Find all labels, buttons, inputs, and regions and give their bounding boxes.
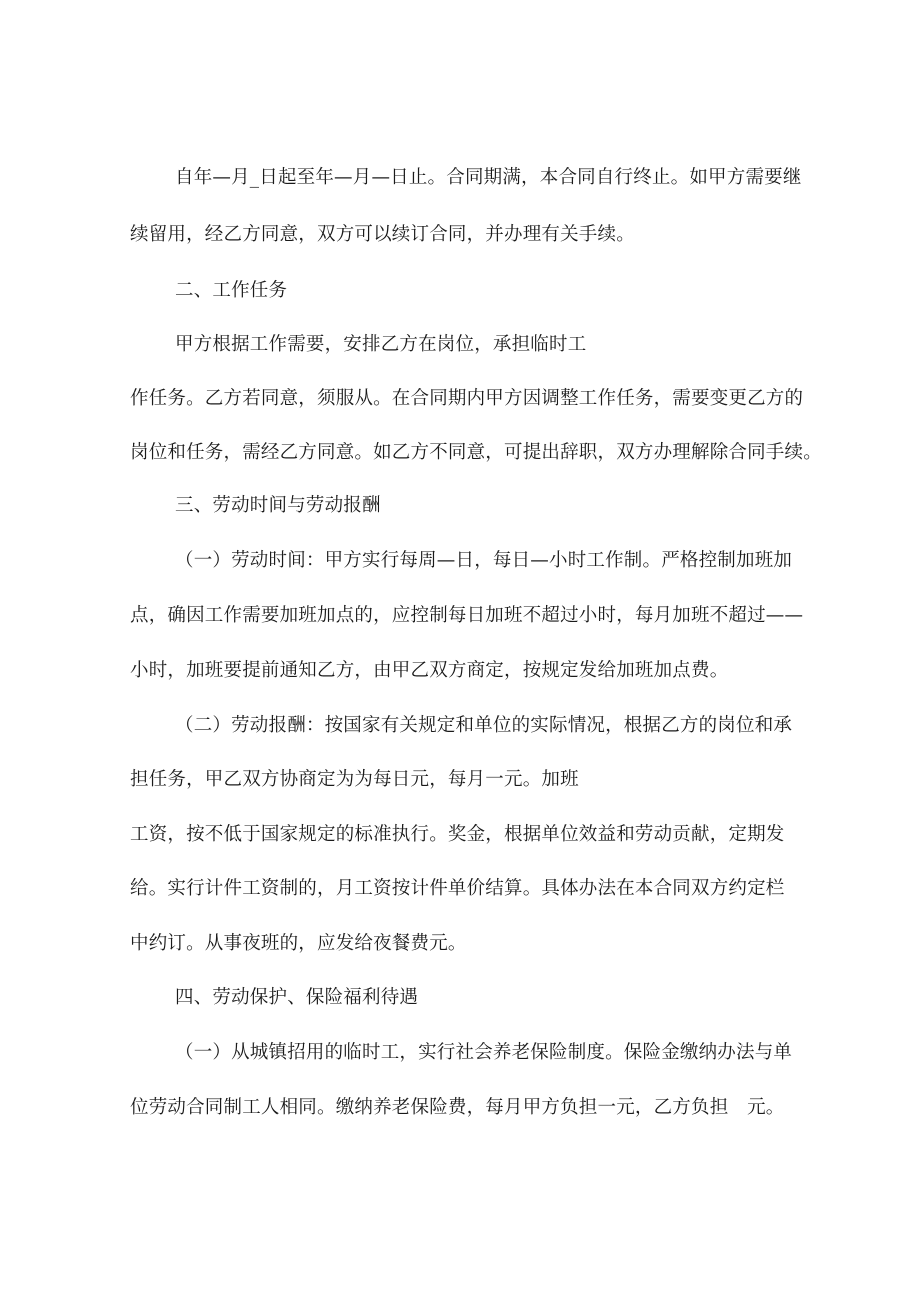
paragraph-line: 中约订。从事夜班的，应发给夜餐费元。 <box>130 933 467 954</box>
paragraph-line: 点，确因工作需要加班加点的，应控制每日加班不超过小时，每月加班不超过—— <box>130 605 804 626</box>
section-heading: 二、工作任务 <box>175 280 288 301</box>
paragraph-line: 给。实行计件工资制的，月工资按计件单价结算。具体办法在本合同双方约定栏 <box>130 878 785 899</box>
paragraph-line: 续留用，经乙方同意，双方可以续订合同，并办理有关手续。 <box>130 224 635 245</box>
paragraph-line: 小时，加班要提前通知乙方，由甲乙双方商定，按规定发给加班加点费。 <box>130 660 729 681</box>
paragraph-line: 工资，按不低于国家规定的标准执行。奖金，根据单位效益和劳动贡献，定期发 <box>130 824 785 845</box>
section-heading: 四、劳动保护、保险福利待遇 <box>175 987 419 1008</box>
paragraph-line: 作任务。乙方若同意，须服从。在合同期内甲方因调整工作任务，需要变更乙方的 <box>130 388 804 409</box>
paragraph-line: 甲方根据工作需要，安排乙方在岗位，承担临时工 <box>175 334 587 355</box>
paragraph-line: 位劳动合同制工人相同。缴纳养老保险费，每月甲方负担一元，乙方负担 元。 <box>130 1097 785 1118</box>
paragraph-line: 自年—月_日起至年—月—日止。合同期满，本合同自行终止。如甲方需要继 <box>175 167 802 188</box>
section-heading: 三、劳动时间与劳动报酬 <box>175 495 381 516</box>
paragraph-line: （一）劳动时间：甲方实行每周—日，每日—小时工作制。严格控制加班加 <box>175 550 793 571</box>
paragraph-line: （二）劳动报酬：按国家有关规定和单位的实际情况，根据乙方的岗位和承 <box>175 715 793 736</box>
paragraph-line: 岗位和任务，需经乙方同意。如乙方不同意，可提出辞职，双方办理解除合同手续。 <box>130 442 822 463</box>
paragraph-line: （一）从城镇招用的临时工，实行社会养老保险制度。保险金缴纳办法与单 <box>175 1042 793 1063</box>
paragraph-line: 担任务，甲乙双方协商定为为每日元，每月一元。加班 <box>130 769 579 790</box>
